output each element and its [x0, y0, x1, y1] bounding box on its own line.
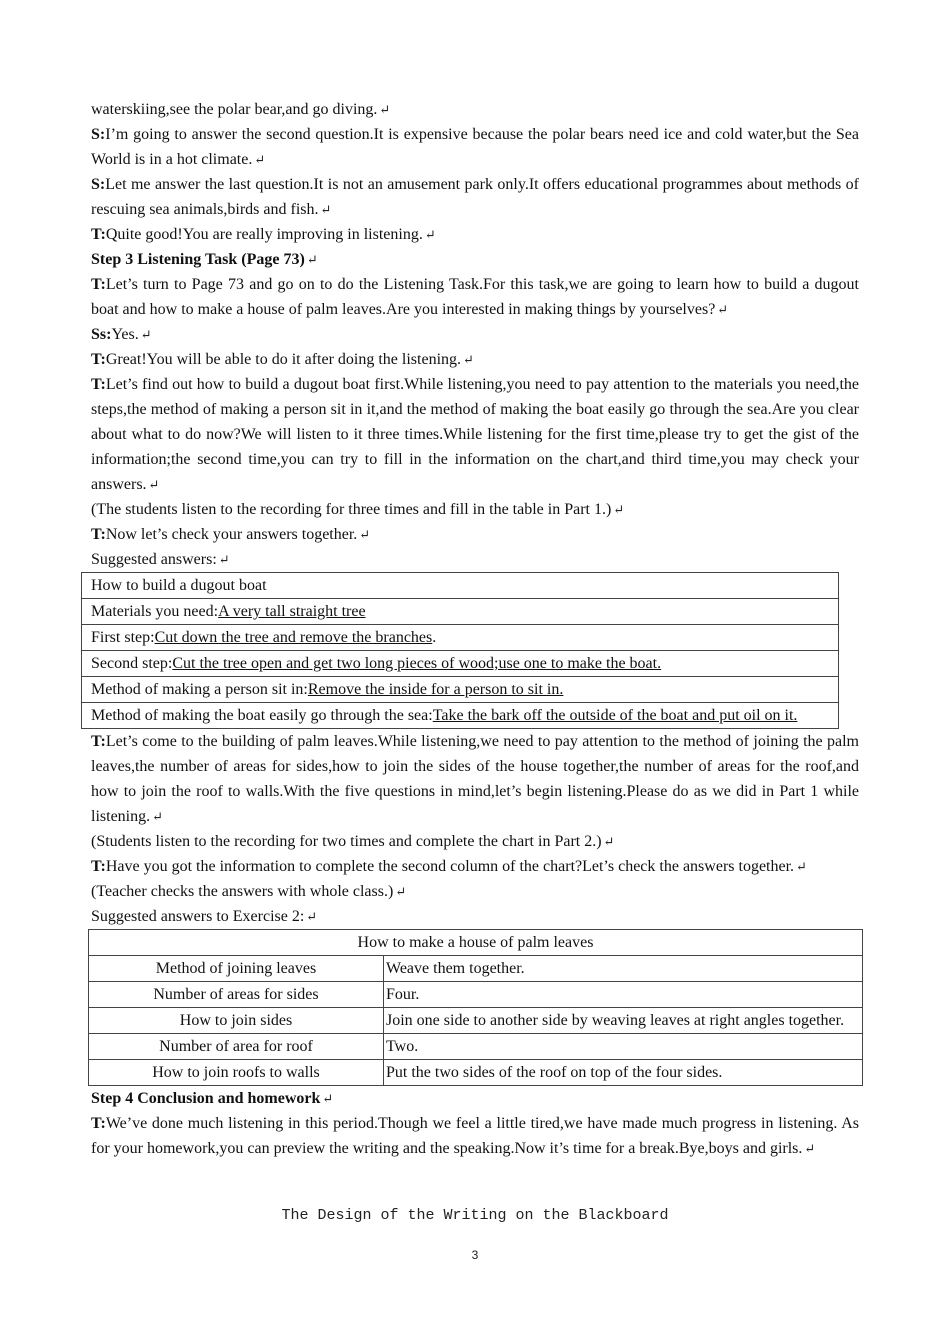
paragraph-text: Let me answer the last question.It is not an amusement park only.It offers educational programmes about methods of rescuing sea animals,birds and fish.: [91, 176, 859, 218]
speaker-label: T:: [91, 351, 106, 368]
row-value: Join one side to another side by weaving leaves at right angles together.: [384, 1008, 863, 1034]
paragraph-text: Have you got the information to complete the second column of the chart?Let’s check the answers together.: [105, 858, 795, 875]
table1-title-row: [82, 573, 839, 599]
table-cell: [82, 651, 839, 677]
speaker-label: S:: [91, 176, 106, 193]
paragraph-mark-icon: ↵: [254, 152, 266, 167]
table2-title-row: [89, 930, 863, 956]
row-tail: .: [432, 629, 437, 646]
paragraph-mark-icon: ↵: [395, 884, 407, 899]
table-row: [82, 703, 839, 729]
row-label: Method of joining leaves: [89, 956, 384, 982]
row-label: How to join roofs to walls: [89, 1060, 384, 1086]
row-value: Two.: [384, 1034, 863, 1060]
speaker-label: T:: [91, 733, 106, 750]
paragraph-mark-icon: ↵: [424, 227, 436, 242]
table-cell: [82, 625, 839, 651]
paragraph-mark-icon: ↵: [717, 302, 729, 317]
row-label: First step:: [91, 629, 155, 646]
row-value: Four.: [384, 982, 863, 1008]
row-label: How to join sides: [89, 1008, 384, 1034]
paragraph-text: Great!You will be able to do it after doing the listening.: [105, 351, 462, 368]
row-answer: A very tall straight tree: [218, 603, 366, 620]
paragraph: [91, 522, 859, 547]
row-answer: Cut the tree open and get two long pieces of wood;use one to make the boat.: [172, 655, 662, 672]
paragraph-mark-icon: ↵: [603, 834, 615, 849]
table-cell: [82, 599, 839, 625]
row-answer: Take the bark off the outside of the boat and put oil on it.: [432, 707, 798, 724]
paragraph: [91, 854, 859, 879]
document-body: [91, 97, 859, 1161]
paragraph-text: (Teacher checks the answers with whole class.): [91, 883, 394, 900]
speaker-label: T:: [91, 376, 106, 393]
speaker-label: S:: [91, 126, 106, 143]
table-row: [89, 1060, 863, 1086]
paragraph-mark-icon: ↵: [379, 102, 391, 117]
paragraph-text: Suggested answers to Exercise 2:: [91, 908, 305, 925]
table-row: [89, 956, 863, 982]
paragraph: [91, 829, 859, 854]
paragraph-text: Now let’s check your answers together.: [105, 526, 358, 543]
paragraph-text: Let’s come to the building of palm leaves.While listening,we need to pay attention to the method of joining the palm leaves,the number of areas for sides,how to join the sides of the house together,the number of areas for the roof,and how to join the roof to walls.With the five questions in mind,let’s begin listening.Please do as we did in Part 1 while listening.: [91, 733, 859, 825]
row-value: Put the two sides of the roof on top of the four sides.: [384, 1060, 863, 1086]
row-label: Method of making the boat easily go through the sea:: [91, 707, 433, 724]
footer-title: The Design of the Writing on the Blackboard: [281, 1207, 669, 1224]
paragraph: [91, 1111, 859, 1161]
paragraph-text: Yes.: [111, 326, 139, 343]
paragraph: [91, 347, 859, 372]
step4-heading: Step 4 Conclusion and homework ↵: [91, 1090, 334, 1107]
paragraph-text: Let’s turn to Page 73 and go on to do the Listening Task.For this task,we are going to learn how to build a dugout boat and how to make a house of palm leaves.Are you interested in making things by yourselves?: [91, 276, 859, 318]
speaker-label: T:: [91, 1115, 106, 1132]
row-label: Second step:: [91, 655, 173, 672]
table-cell: [82, 677, 839, 703]
dugout-boat-table: [81, 572, 839, 729]
paragraph-mark-icon: ↵: [218, 552, 230, 567]
speaker-label: T:: [91, 276, 106, 293]
paragraph: [91, 372, 859, 497]
row-label: Materials you need:: [91, 603, 219, 620]
table-row: [89, 1034, 863, 1060]
paragraph-mark-icon: ↵: [796, 859, 807, 874]
speaker-label: T:: [91, 858, 106, 875]
paragraph-mark-icon: ↵: [306, 909, 318, 924]
row-answer: Cut down the tree and remove the branches: [154, 629, 433, 646]
paragraph-text: Let’s find out how to build a dugout boat first.While listening,you need to pay attention to the materials you need,the steps,the method of making a person sit in it,and the method of making the boat easily go through the sea.Are you clear about what to do now?We will listen to it three times.While listening for the first time,please try to get the gist of the information;the second time,you can try to fill in the information on the chart,and third time,you may check your answers.: [91, 376, 859, 493]
paragraph: [91, 904, 859, 929]
paragraph-text: Suggested answers:: [91, 551, 217, 568]
page-number: 3: [471, 1248, 479, 1262]
table-cell: [82, 703, 839, 729]
paragraph-group-b: [91, 272, 859, 572]
row-label: Method of making a person sit in:: [91, 681, 308, 698]
paragraph: [91, 172, 859, 222]
paragraph-text: (Students listen to the recording for two times and complete the chart in Part 2.): [91, 833, 602, 850]
row-answer: Remove the inside for a person to sit in.: [307, 681, 564, 698]
paragraph-group-d: [91, 1111, 859, 1161]
paragraph-mark-icon: ↵: [804, 1141, 816, 1156]
paragraph-mark-icon: ↵: [140, 327, 152, 342]
speaker-label: T:: [91, 526, 106, 543]
row-label: Number of areas for sides: [89, 982, 384, 1008]
table-row: [82, 677, 839, 703]
table2-title: How to make a house of palm leaves: [89, 930, 863, 956]
step3-heading: Step 3 Listening Task (Page 73) ↵: [91, 251, 318, 268]
table1-title: How to build a dugout boat: [82, 573, 839, 599]
table-row: [82, 651, 839, 677]
paragraph-text: Quite good!You are really improving in listening.: [105, 226, 423, 243]
table-row: [89, 982, 863, 1008]
paragraph-mark-icon: ↵: [463, 352, 474, 367]
table-row: [89, 1008, 863, 1034]
paragraph: [91, 729, 859, 829]
paragraph: [91, 97, 859, 122]
paragraph-group-c: [91, 729, 859, 929]
paragraph-mark-icon: ↵: [359, 527, 371, 542]
row-value: Weave them together.: [384, 956, 863, 982]
paragraph: [91, 497, 859, 522]
paragraph: [91, 547, 859, 572]
paragraph: [91, 272, 859, 322]
table-row: [82, 625, 839, 651]
paragraph-mark-icon: ↵: [152, 809, 164, 824]
speaker-label: T:: [91, 226, 106, 243]
paragraph-text: waterskiing,see the polar bear,and go diving.: [91, 101, 378, 118]
paragraph: [91, 322, 859, 347]
row-label: Number of area for roof: [89, 1034, 384, 1060]
palm-house-table: [88, 929, 863, 1086]
paragraph-mark-icon: ↵: [148, 477, 160, 492]
paragraph-mark-icon: ↵: [320, 202, 332, 217]
paragraph: [91, 879, 859, 904]
paragraph-mark-icon: ↵: [613, 502, 625, 517]
paragraph-text: We’ve done much listening in this period.Though we feel a little tired,we have made much progress in listening. As for your homework,you can preview the writing and the speaking.Now it’s time for a break.Bye,boys and girls.: [91, 1115, 859, 1157]
paragraph-text: I’m going to answer the second question.It is expensive because the polar bears need ice and cold water,but the Sea World is in a hot climate.: [91, 126, 859, 168]
paragraph-text: (The students listen to the recording for three times and fill in the table in Part 1.): [91, 501, 612, 518]
paragraph: [91, 222, 859, 247]
speaker-label: Ss:: [91, 326, 112, 343]
paragraph-group-a: [91, 97, 859, 247]
table-row: [82, 599, 839, 625]
paragraph: [91, 122, 859, 172]
